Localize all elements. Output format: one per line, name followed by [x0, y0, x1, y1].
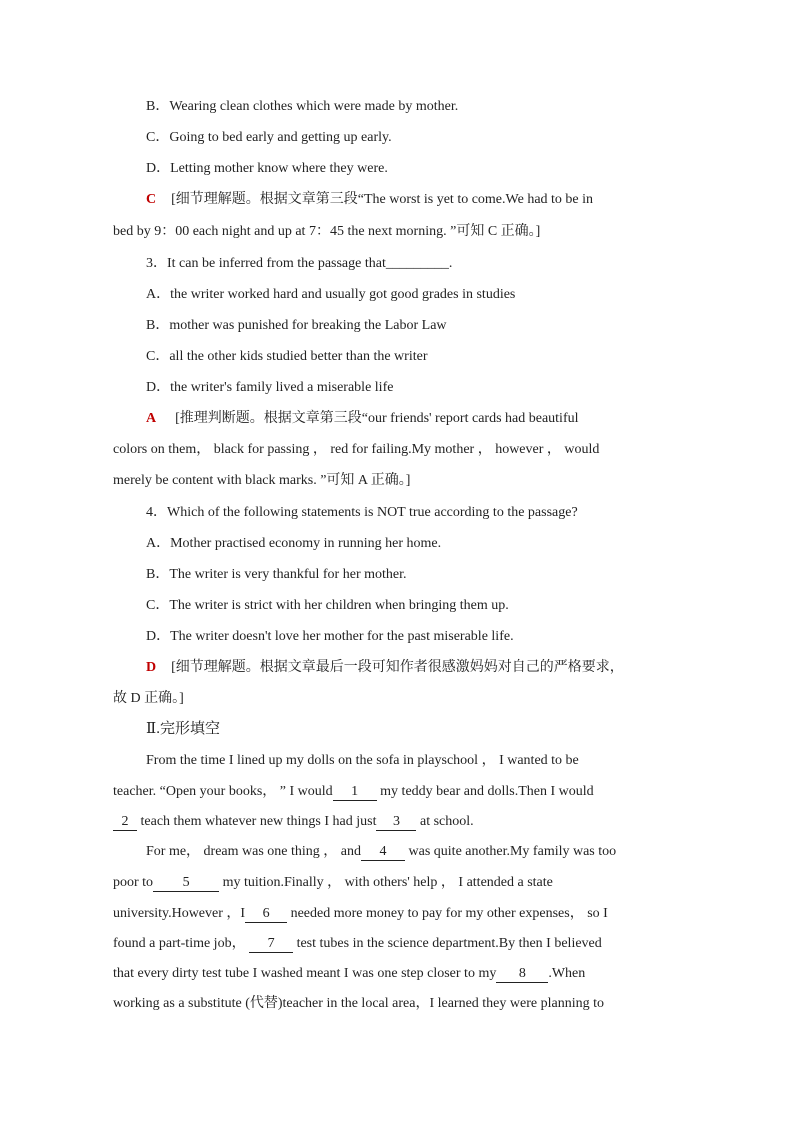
passage-text: poor to [113, 875, 154, 890]
blank-2: 2 [113, 814, 137, 831]
passage-line-4 [146, 843, 616, 861]
passage-line-5 [113, 874, 553, 892]
q4-answer-line [146, 659, 624, 677]
blank-5: 5 [153, 875, 219, 892]
blank-6: 6 [245, 906, 287, 923]
section-title: Ⅱ.完形填空 [146, 721, 220, 737]
blank-7: 7 [249, 936, 293, 953]
q2-answer-letter: C [146, 192, 157, 207]
q3-option-d: D．the writer's family lived a miserable life [146, 380, 394, 395]
blank-3: 3 [376, 814, 416, 831]
passage-text: my tuition.Finally ， with others' help ， I attended a state [222, 875, 553, 890]
q4-answer-letter: D [146, 660, 157, 675]
passage-line-9: working as a substitute (代替)teacher in the local area，I learned they were planning to [113, 996, 604, 1011]
q2-option-c: C．Going to bed early and getting up early. [146, 130, 392, 145]
q4-explanation-line-2: 故 D 正确。] [113, 691, 184, 706]
q2-option-b: B．Wearing clean clothes which were made by mother. [146, 99, 459, 114]
q2-explanation-line-1: [细节理解题。根据文章第三段“The worst is yet to come.We had to be in [171, 192, 594, 207]
passage-text: .When [548, 966, 586, 981]
q3-answer-line [146, 410, 579, 428]
passage-text: was quite another.My family was too [408, 844, 617, 859]
passage-line-8 [113, 965, 585, 983]
passage-line-1: From the time I lined up my dolls on the sofa in playschool ， I wanted to be [146, 753, 579, 768]
q4-option-b: B．The writer is very thankful for her mother. [146, 567, 407, 582]
passage-text: For me， dream was one thing ， and [146, 844, 362, 859]
q4-option-a: A．Mother practised economy in running her home. [146, 536, 442, 551]
q3-explanation-line-3: merely be content with black marks. ”可知 A 正确。] [113, 473, 411, 488]
passage-line-7 [113, 935, 602, 953]
passage-text: test tubes in the science department.By then I believed [296, 936, 602, 951]
blank-4: 4 [361, 844, 405, 861]
q3-answer-letter: A [146, 411, 157, 426]
q4-option-c: C．The writer is strict with her children when bringing them up. [146, 598, 509, 613]
passage-text: that every dirty test tube I washed meant I was one step closer to my [113, 966, 497, 981]
q4-option-d: D．The writer doesn't love her mother for the past miserable life. [146, 629, 514, 644]
q3-option-b: B．mother was punished for breaking the Labor Law [146, 318, 447, 333]
passage-line-6 [113, 905, 608, 923]
q2-option-d: D．Letting mother know where they were. [146, 161, 388, 176]
q4-stem: 4．Which of the following statements is NOT true according to the passage? [146, 505, 578, 520]
q3-option-a: A．the writer worked hard and usually got good grades in studies [146, 287, 516, 302]
q2-answer-line [146, 191, 678, 209]
q3-stem: 3．It can be inferred from the passage that_________. [146, 256, 453, 271]
passage-text: at school. [419, 814, 474, 829]
passage-text: needed more money to pay for my other expenses， so I [290, 906, 608, 921]
passage-text: my teddy bear and dolls.Then I would [380, 784, 594, 799]
blank-8: 8 [496, 966, 548, 983]
blank-1: 1 [333, 784, 377, 801]
passage-text: university.However ，I [113, 906, 246, 921]
passage-text: teach them whatever new things I had just [140, 814, 377, 829]
q3-option-c: C．all the other kids studied better than the writer [146, 349, 428, 364]
passage-line-3 [113, 813, 474, 831]
q2-explanation-line-2: bed by 9：00 each night and up at 7：45 the next morning. ”可知 C 正确。] [113, 224, 541, 239]
q3-explanation-line-2: colors on them， black for passing ， red for failing.My mother ， however ， would [113, 442, 600, 457]
passage-line-2 [113, 783, 594, 801]
q4-explanation-line-1: [细节理解题。根据文章最后一段可知作者很感激妈妈对自己的严格要求， [171, 660, 624, 675]
q3-explanation-line-1: [推理判断题。根据文章第三段“our friends' report cards had beautiful [175, 411, 579, 426]
passage-text: teacher. “Open your books， ” I would [113, 784, 333, 799]
passage-text: found a part-time job， [113, 936, 246, 951]
